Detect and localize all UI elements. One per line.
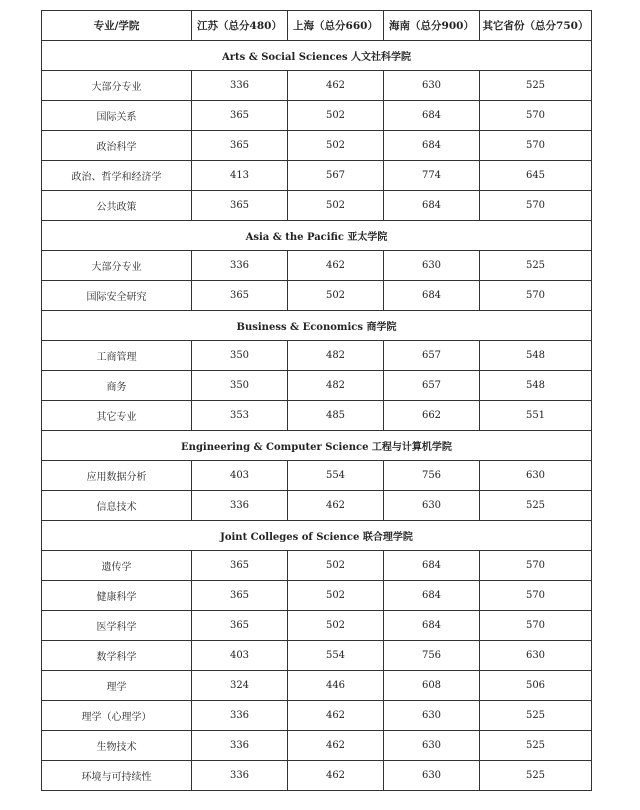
cell-other-provinces: 548	[480, 371, 592, 401]
cell-jiangsu: 365	[192, 611, 288, 641]
cell-hainan: 684	[384, 191, 480, 221]
section-title: Engineering & Computer Science 工程与计算机学院	[42, 431, 592, 461]
section-row	[42, 311, 592, 341]
cell-major: 国际安全研究	[42, 281, 192, 311]
section-title: Asia & the Pacific 亚太学院	[42, 221, 592, 251]
cell-other-provinces: 570	[480, 581, 592, 611]
cell-other-provinces: 506	[480, 671, 592, 701]
header-jiangsu: 江苏（总分480）	[192, 11, 288, 41]
cell-major: 理学（心理学）	[42, 701, 192, 731]
cell-major: 环境与可持续性	[42, 761, 192, 791]
cell-shanghai: 502	[288, 131, 384, 161]
table-row	[42, 551, 592, 581]
cell-jiangsu: 403	[192, 461, 288, 491]
cell-shanghai: 462	[288, 71, 384, 101]
table-row	[42, 731, 592, 761]
cell-major: 商务	[42, 371, 192, 401]
cell-jiangsu: 336	[192, 761, 288, 791]
cell-major: 信息技术	[42, 491, 192, 521]
cell-major: 健康科学	[42, 581, 192, 611]
cell-other-provinces: 570	[480, 551, 592, 581]
cell-hainan: 608	[384, 671, 480, 701]
section-title: Arts & Social Sciences 人文社科学院	[42, 41, 592, 71]
cell-hainan: 630	[384, 71, 480, 101]
cell-shanghai: 502	[288, 611, 384, 641]
cell-shanghai: 554	[288, 641, 384, 671]
cell-jiangsu: 365	[192, 131, 288, 161]
cell-hainan: 684	[384, 581, 480, 611]
cell-jiangsu: 350	[192, 341, 288, 371]
cell-hainan: 774	[384, 161, 480, 191]
section-row	[42, 41, 592, 71]
table-row	[42, 281, 592, 311]
section-row	[42, 221, 592, 251]
table-row	[42, 101, 592, 131]
cell-major: 政治科学	[42, 131, 192, 161]
cell-jiangsu: 350	[192, 371, 288, 401]
cell-shanghai: 502	[288, 551, 384, 581]
header-shanghai: 上海（总分660）	[288, 11, 384, 41]
cell-jiangsu: 365	[192, 581, 288, 611]
cell-hainan: 630	[384, 701, 480, 731]
cell-jiangsu: 336	[192, 71, 288, 101]
cell-other-provinces: 525	[480, 731, 592, 761]
cell-major: 其它专业	[42, 401, 192, 431]
cell-jiangsu: 365	[192, 101, 288, 131]
table-row	[42, 251, 592, 281]
table-row	[42, 71, 592, 101]
table-row	[42, 341, 592, 371]
table-header	[42, 11, 592, 41]
cell-jiangsu: 324	[192, 671, 288, 701]
cell-other-provinces: 630	[480, 461, 592, 491]
section-title: Joint Colleges of Science 联合理学院	[42, 521, 592, 551]
cell-other-provinces: 570	[480, 611, 592, 641]
table-row	[42, 371, 592, 401]
cell-other-provinces: 570	[480, 191, 592, 221]
cell-hainan: 630	[384, 761, 480, 791]
cell-jiangsu: 353	[192, 401, 288, 431]
cell-hainan: 684	[384, 131, 480, 161]
table-row	[42, 641, 592, 671]
cell-other-provinces: 525	[480, 71, 592, 101]
cell-jiangsu: 336	[192, 251, 288, 281]
cell-jiangsu: 365	[192, 281, 288, 311]
cell-hainan: 684	[384, 101, 480, 131]
cell-major: 国际关系	[42, 101, 192, 131]
section-row	[42, 521, 592, 551]
cell-other-provinces: 525	[480, 491, 592, 521]
cell-other-provinces: 551	[480, 401, 592, 431]
cell-hainan: 630	[384, 731, 480, 761]
table-row	[42, 401, 592, 431]
score-table	[41, 10, 592, 791]
header-row	[42, 11, 592, 41]
cell-hainan: 756	[384, 641, 480, 671]
cell-major: 遗传学	[42, 551, 192, 581]
table-row	[42, 131, 592, 161]
cell-shanghai: 446	[288, 671, 384, 701]
table-row	[42, 671, 592, 701]
section-title: Business & Economics 商学院	[42, 311, 592, 341]
table-body	[42, 41, 592, 791]
cell-shanghai: 462	[288, 761, 384, 791]
table-row	[42, 191, 592, 221]
cell-jiangsu: 365	[192, 551, 288, 581]
cell-shanghai: 502	[288, 191, 384, 221]
cell-major: 生物技术	[42, 731, 192, 761]
cell-jiangsu: 413	[192, 161, 288, 191]
cell-shanghai: 485	[288, 401, 384, 431]
cell-jiangsu: 336	[192, 731, 288, 761]
table-row	[42, 581, 592, 611]
cell-major: 理学	[42, 671, 192, 701]
cell-shanghai: 502	[288, 581, 384, 611]
cell-other-provinces: 525	[480, 701, 592, 731]
cell-shanghai: 482	[288, 371, 384, 401]
cell-shanghai: 567	[288, 161, 384, 191]
cell-shanghai: 554	[288, 461, 384, 491]
cell-shanghai: 462	[288, 731, 384, 761]
cell-major: 应用数据分析	[42, 461, 192, 491]
cell-major: 工商管理	[42, 341, 192, 371]
cell-shanghai: 502	[288, 281, 384, 311]
cell-other-provinces: 630	[480, 641, 592, 671]
cell-jiangsu: 336	[192, 701, 288, 731]
cell-major: 医学科学	[42, 611, 192, 641]
table-row	[42, 461, 592, 491]
cell-other-provinces: 570	[480, 131, 592, 161]
table-row	[42, 611, 592, 641]
cell-major: 大部分专业	[42, 71, 192, 101]
cell-shanghai: 482	[288, 341, 384, 371]
cell-jiangsu: 336	[192, 491, 288, 521]
table-row	[42, 161, 592, 191]
table-row	[42, 701, 592, 731]
cell-hainan: 657	[384, 341, 480, 371]
cell-other-provinces: 570	[480, 101, 592, 131]
cell-other-provinces: 570	[480, 281, 592, 311]
cell-other-provinces: 525	[480, 761, 592, 791]
cell-hainan: 756	[384, 461, 480, 491]
cell-jiangsu: 403	[192, 641, 288, 671]
section-row	[42, 431, 592, 461]
cell-hainan: 684	[384, 281, 480, 311]
cell-hainan: 630	[384, 251, 480, 281]
cell-shanghai: 502	[288, 101, 384, 131]
cell-shanghai: 462	[288, 701, 384, 731]
cell-hainan: 630	[384, 491, 480, 521]
cell-other-provinces: 525	[480, 251, 592, 281]
cell-hainan: 684	[384, 611, 480, 641]
cell-major: 大部分专业	[42, 251, 192, 281]
cell-hainan: 657	[384, 371, 480, 401]
cell-shanghai: 462	[288, 491, 384, 521]
cell-major: 数学科学	[42, 641, 192, 671]
cell-other-provinces: 548	[480, 341, 592, 371]
cell-hainan: 684	[384, 551, 480, 581]
cell-major: 公共政策	[42, 191, 192, 221]
table-row	[42, 491, 592, 521]
cell-other-provinces: 645	[480, 161, 592, 191]
cell-jiangsu: 365	[192, 191, 288, 221]
table-row	[42, 761, 592, 791]
header-hainan: 海南（总分900）	[384, 11, 480, 41]
cell-shanghai: 462	[288, 251, 384, 281]
cell-hainan: 662	[384, 401, 480, 431]
header-major: 专业/学院	[42, 11, 192, 41]
cell-major: 政治、哲学和经济学	[42, 161, 192, 191]
header-other-provinces: 其它省份（总分750）	[480, 11, 592, 41]
